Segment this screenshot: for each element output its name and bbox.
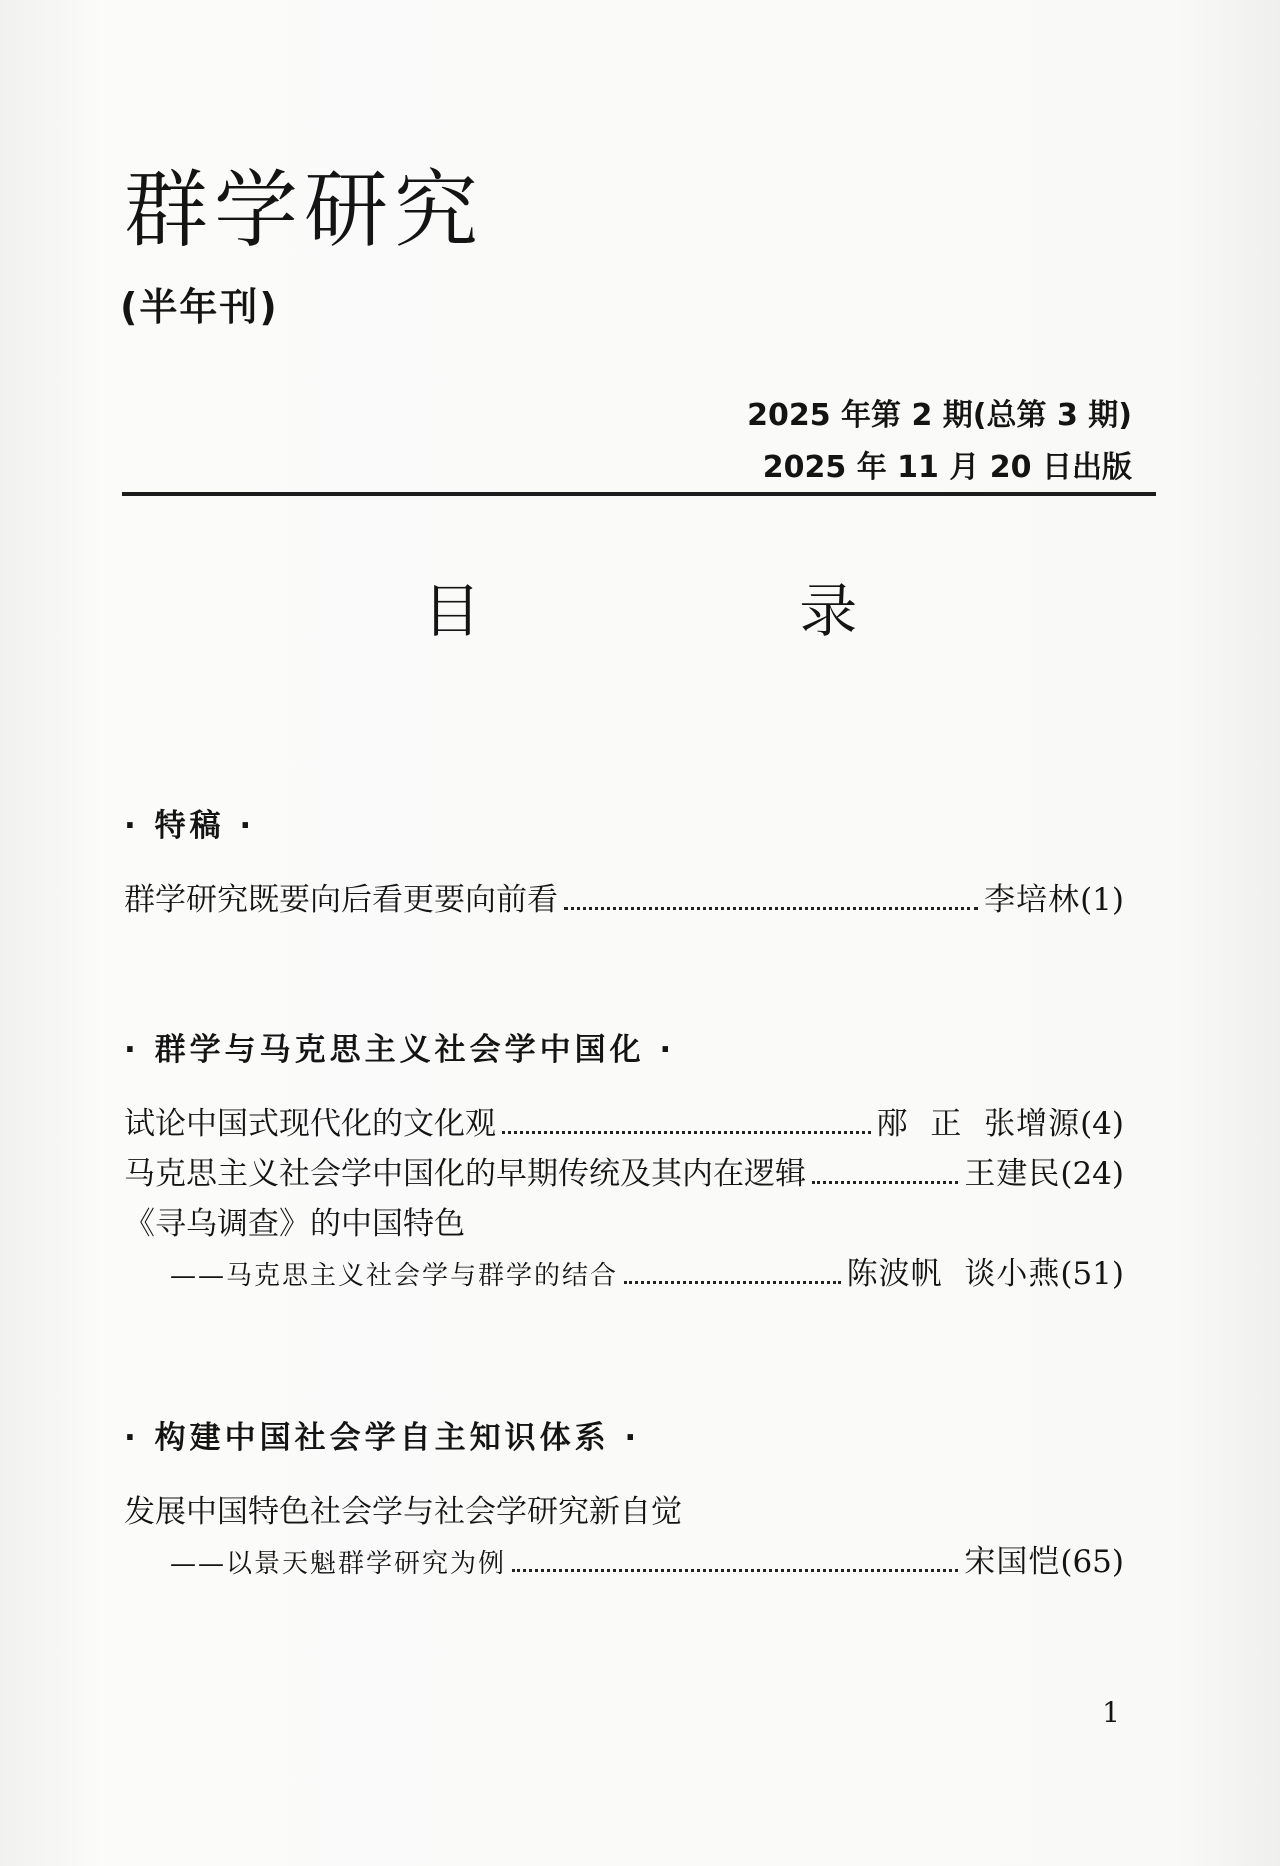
dot-leader (812, 1181, 958, 1184)
entry-page: (1) (1080, 882, 1124, 918)
header-rule (122, 492, 1156, 496)
entry-page: (65) (1060, 1544, 1124, 1580)
toc-entry[interactable] (124, 1154, 1124, 1194)
toc-entry[interactable] (124, 1204, 1124, 1244)
entry-title: 发展中国特色社会学与社会学研究新自觉 (124, 1494, 682, 1530)
issue-info (747, 390, 1132, 494)
toc-section-knowledge-system (124, 1418, 1124, 1594)
dot-leader (502, 1131, 871, 1134)
dot-leader (564, 907, 978, 910)
entry-title: 群学研究既要向后看更要向前看 (124, 882, 558, 918)
dot-leader (624, 1281, 841, 1284)
issue-number: 2025 年第 2 期(总第 3 期) (747, 398, 1132, 433)
entry-author: 邴 正 张增源 (876, 1106, 1081, 1142)
toc-entry[interactable] (124, 1492, 1124, 1532)
entry-title: 《寻乌调查》的中国特色 (124, 1206, 465, 1242)
journal-subtitle: (半年刊) (120, 285, 279, 329)
toc-heading: 目 录 (422, 577, 1008, 645)
entry-page: (51) (1060, 1256, 1124, 1292)
toc-section-special (124, 806, 1124, 930)
toc-entry[interactable] (124, 1104, 1124, 1144)
entry-author: 陈波帆 谈小燕 (846, 1256, 1061, 1292)
page-number: 1 (1102, 1696, 1120, 1729)
toc-entry[interactable] (124, 880, 1124, 920)
entry-page: (24) (1060, 1156, 1124, 1192)
entry-author: 宋国恺 (964, 1544, 1061, 1580)
entry-title: 试论中国式现代化的文化观 (124, 1106, 496, 1142)
section-title: · 群学与马克思主义社会学中国化 · (124, 1032, 676, 1068)
toc-entry-subtitle[interactable] (124, 1542, 1124, 1584)
section-title: · 特稿 · (124, 808, 256, 844)
entry-subtitle: ——以景天魁群学研究为例 (170, 1549, 507, 1579)
entry-author: 李培林 (984, 882, 1081, 918)
section-title: · 构建中国社会学自主知识体系 · (124, 1420, 641, 1456)
entry-page: (4) (1080, 1106, 1124, 1142)
dot-leader (512, 1569, 958, 1572)
entry-subtitle: ——马克思主义社会学与群学的结合 (170, 1261, 619, 1291)
publication-date: 2025 年 11 月 20 日出版 (762, 450, 1132, 485)
journal-title: 群学研究 (124, 161, 485, 259)
entry-title: 马克思主义社会学中国化的早期传统及其内在逻辑 (124, 1156, 806, 1192)
toc-section-marxist-sociology (124, 1030, 1124, 1306)
toc-entry-subtitle[interactable] (124, 1254, 1124, 1296)
entry-author: 王建民 (964, 1156, 1061, 1192)
